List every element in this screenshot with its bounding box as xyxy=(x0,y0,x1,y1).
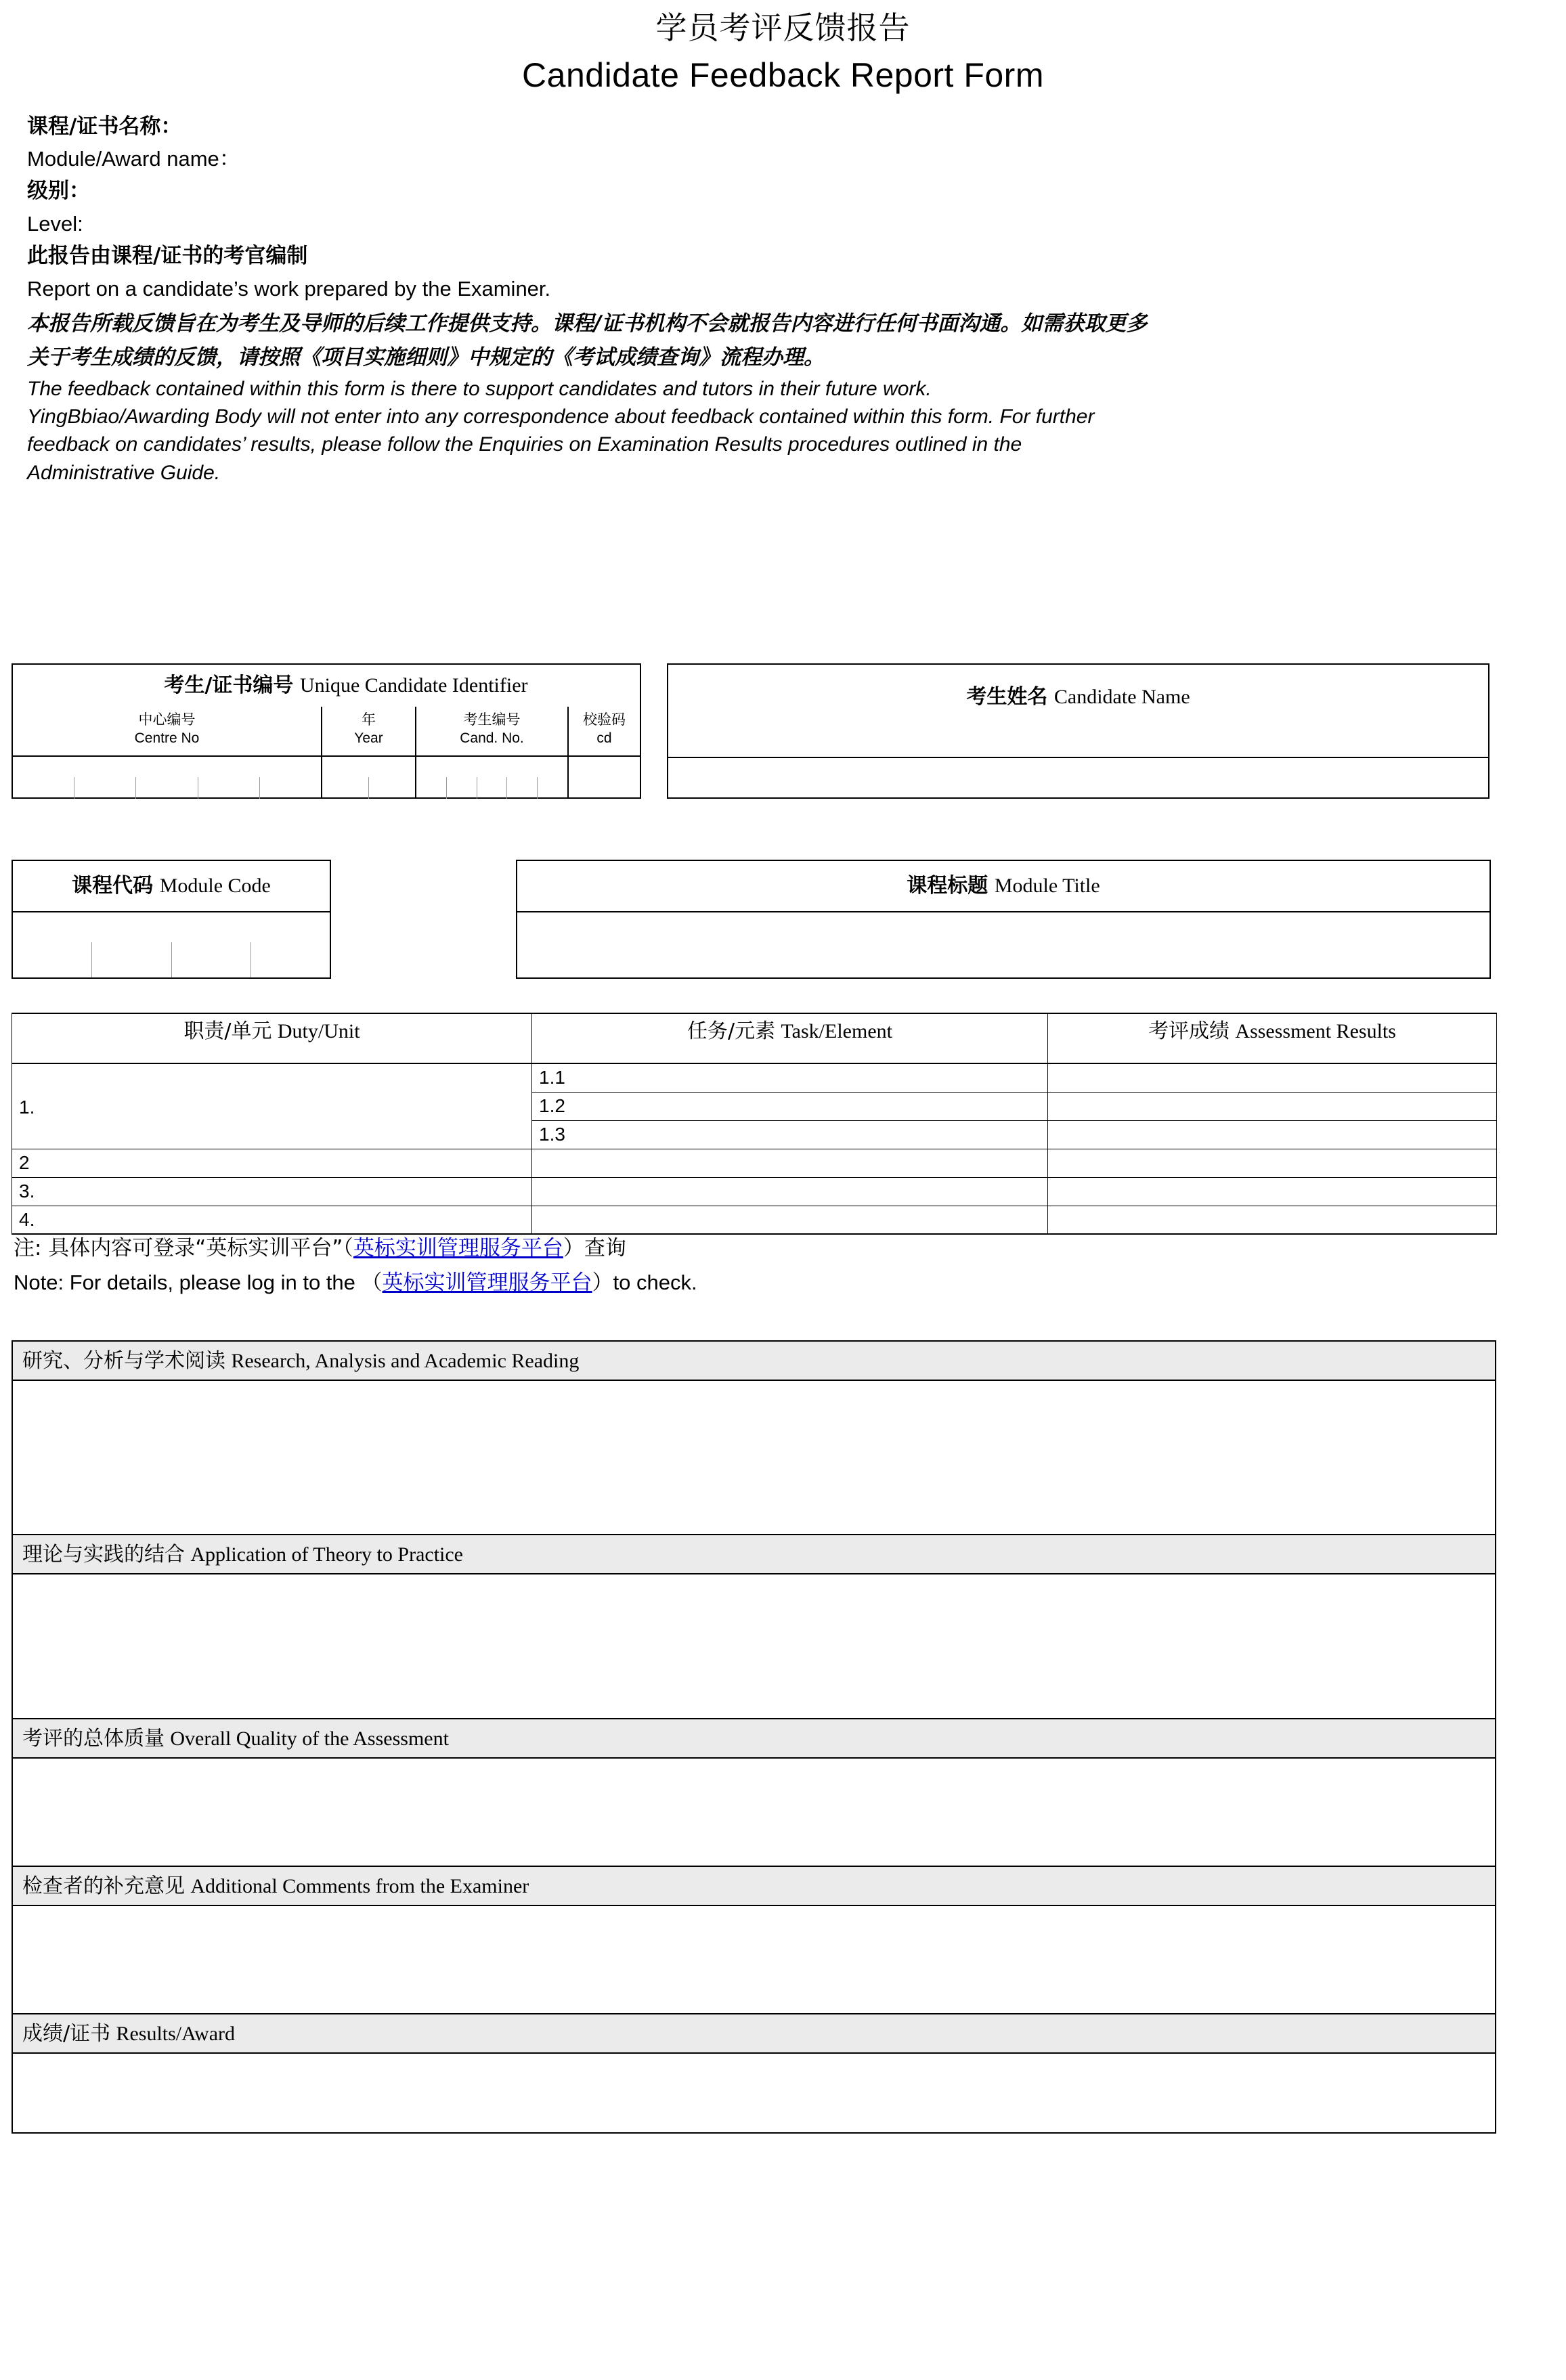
feedback-sections xyxy=(12,1340,1496,2134)
uci-col-year-cn: 年 xyxy=(362,711,376,728)
duty-task-assessment-table xyxy=(12,1013,1497,1235)
note-en-link[interactable]: 英标实训管理服务平台 xyxy=(382,1270,592,1294)
module-award-label-en: Module/Award name： xyxy=(27,147,240,171)
uci-cd-ticks xyxy=(569,777,640,799)
result-header-cn: 考评成绩 xyxy=(1148,1019,1230,1043)
task-cell-1-3-label: 1.3 xyxy=(539,1123,565,1145)
section-research-analysis-body[interactable] xyxy=(13,1381,1495,1534)
table-row xyxy=(12,1149,1497,1177)
note-line-en xyxy=(14,1268,1523,1298)
feedback-body-en-line2: YingBbiao/Awarding Body will not enter into any correspondence about feedback contained within this form. For further xyxy=(27,405,1095,428)
result-cell-1-1[interactable] xyxy=(1048,1063,1497,1092)
task-cell-1-2[interactable] xyxy=(532,1092,1048,1120)
duty-table-header-row xyxy=(12,1013,1497,1063)
section-research-analysis xyxy=(12,1340,1496,1534)
module-code-title-en: Module Code xyxy=(159,875,271,897)
module-code-input[interactable] xyxy=(13,911,330,977)
page-title-english: Candidate Feedback Report Form xyxy=(522,56,1044,94)
duty-cell-4-label: 4. xyxy=(19,1208,35,1230)
section-additional-comments-en: Additional Comments from the Examiner xyxy=(190,1875,529,1897)
module-title-title xyxy=(517,861,1489,911)
task-cell-1-3[interactable] xyxy=(532,1120,1048,1149)
section-research-analysis-cn: 研究、分析与学术阅读 xyxy=(22,1349,225,1373)
result-cell-1-2[interactable] xyxy=(1048,1092,1497,1120)
duty-table-header-duty xyxy=(12,1013,532,1063)
section-additional-comments-header xyxy=(13,1867,1495,1906)
prepared-by-cn: 此报告由课程/证书的考官编制 xyxy=(27,243,308,268)
feedback-body-en-line3: feedback on candidates’ results, please follow the Enquiries on Examination Results procedures outlined in the xyxy=(27,433,1022,456)
section-research-analysis-header xyxy=(13,1342,1495,1381)
section-additional-comments xyxy=(12,1866,1496,2013)
candidate-feedback-report-page xyxy=(0,11,1566,2380)
page-title-chinese: 学员考评反馈报告 xyxy=(655,9,911,46)
duty-table-header-task xyxy=(532,1013,1048,1063)
note-cn-before: 注: 具体内容可登录“英标实训平台”（ xyxy=(14,1236,353,1260)
table-row xyxy=(12,1063,1497,1092)
result-cell-1-3[interactable] xyxy=(1048,1120,1497,1149)
duty-cell-2[interactable] xyxy=(12,1149,532,1177)
module-award-label-cn: 课程/证书名称： xyxy=(27,114,182,139)
uci-col-centre-no xyxy=(13,707,321,755)
section-theory-practice-cn: 理论与实践的结合 xyxy=(22,1543,185,1566)
task-header-cn: 任务/元素 xyxy=(687,1019,776,1043)
uci-col-cd xyxy=(567,707,640,755)
prepared-by-en: Report on a candidate’s work prepared by the Examiner. xyxy=(27,276,551,301)
candidate-name-title-cn: 考生姓名 xyxy=(966,685,1048,709)
module-title-box xyxy=(516,860,1491,979)
level-label-en: Level: xyxy=(27,212,83,236)
result-cell-4[interactable] xyxy=(1048,1206,1497,1234)
uci-input-centre-no[interactable] xyxy=(13,757,321,799)
section-overall-quality-cn: 考评的总体质量 xyxy=(22,1727,165,1750)
duty-cell-4[interactable] xyxy=(12,1206,532,1234)
uci-year-ticks xyxy=(322,777,415,799)
uci-col-cand-no-en: Cand. No. xyxy=(460,730,524,747)
uci-cand-no-ticks xyxy=(416,777,567,799)
duty-cell-3[interactable] xyxy=(12,1177,532,1206)
uci-title-cn: 考生/证书编号 xyxy=(164,674,294,697)
note-en-after: ）to check. xyxy=(592,1270,697,1294)
task-cell-1-1[interactable] xyxy=(532,1063,1048,1092)
task-cell-2[interactable] xyxy=(532,1149,1048,1177)
note-block xyxy=(14,1233,1523,1302)
candidate-name-input[interactable] xyxy=(668,757,1488,797)
section-results-award xyxy=(12,2013,1496,2134)
uci-col-year-en: Year xyxy=(354,730,383,747)
module-code-ticks xyxy=(13,942,330,977)
intro-block xyxy=(27,113,1537,487)
uci-col-cand-no-cn: 考生编号 xyxy=(463,711,521,728)
duty-cell-1-label: 1. xyxy=(19,1097,35,1118)
module-code-title xyxy=(13,861,330,911)
uci-col-cd-en: cd xyxy=(596,730,612,747)
section-overall-quality-body[interactable] xyxy=(13,1759,1495,1866)
note-cn-after: ）查询 xyxy=(563,1236,626,1260)
section-overall-quality xyxy=(12,1718,1496,1866)
note-en-before: Note: For details, please log in to the （ xyxy=(14,1270,383,1294)
candidate-name-title-en: Candidate Name xyxy=(1053,686,1190,708)
uci-col-centre-no-en: Centre No xyxy=(134,730,200,747)
section-theory-practice-en: Application of Theory to Practice xyxy=(190,1543,463,1566)
section-additional-comments-body[interactable] xyxy=(13,1906,1495,2013)
duty-cell-3-label: 3. xyxy=(19,1180,35,1202)
uci-col-cand-no xyxy=(415,707,567,755)
task-cell-4[interactable] xyxy=(532,1206,1048,1234)
candidate-name-title xyxy=(668,665,1488,757)
uci-input-year[interactable] xyxy=(321,757,415,799)
module-title-input[interactable] xyxy=(517,911,1489,977)
level-label-cn: 级别： xyxy=(27,179,90,204)
result-cell-3[interactable] xyxy=(1048,1177,1497,1206)
candidate-name-box xyxy=(667,663,1489,799)
table-row xyxy=(12,1177,1497,1206)
task-cell-3[interactable] xyxy=(532,1177,1048,1206)
duty-header-en: Duty/Unit xyxy=(277,1020,360,1042)
duty-cell-2-label: 2 xyxy=(19,1151,30,1173)
section-results-award-body[interactable] xyxy=(13,2054,1495,2132)
module-code-title-cn: 课程代码 xyxy=(72,874,154,898)
uci-entry-row xyxy=(13,755,640,799)
table-row xyxy=(12,1206,1497,1234)
module-title-title-cn: 课程标题 xyxy=(907,874,988,898)
result-header-en: Assessment Results xyxy=(1235,1020,1396,1042)
duty-table-header-result xyxy=(1048,1013,1497,1063)
task-header-en: Task/Element xyxy=(781,1020,892,1042)
feedback-body-cn-line1: 本报告所载反馈旨在为考生及导师的后续工作提供支持。课程/证书机构不会就报告内容进行任何书面沟通。如需获取更多 xyxy=(27,311,1148,336)
module-title-title-en: Module Title xyxy=(994,875,1100,897)
section-research-analysis-en: Research, Analysis and Academic Reading xyxy=(231,1350,580,1372)
uci-col-centre-no-cn: 中心编号 xyxy=(138,711,196,728)
uci-col-year xyxy=(321,707,415,755)
uci-centre-no-ticks xyxy=(13,777,321,799)
section-overall-quality-header xyxy=(13,1719,1495,1759)
uci-input-cand-no[interactable] xyxy=(415,757,567,799)
section-theory-practice-header xyxy=(13,1535,1495,1574)
module-code-box xyxy=(12,860,331,979)
unique-candidate-identifier-box xyxy=(12,663,641,799)
section-additional-comments-cn: 检查者的补充意见 xyxy=(22,1874,185,1898)
uci-title xyxy=(13,665,640,707)
uci-col-cd-cn: 校验码 xyxy=(583,711,626,728)
feedback-body-en-line1: The feedback contained within this form is there to support candidates and tutors in their future work. xyxy=(27,377,932,400)
section-results-award-header xyxy=(13,2014,1495,2054)
note-cn-link[interactable]: 英标实训管理服务平台 xyxy=(353,1236,563,1260)
uci-column-headers xyxy=(13,707,640,755)
task-cell-1-2-label: 1.2 xyxy=(539,1095,565,1116)
result-cell-2[interactable] xyxy=(1048,1149,1497,1177)
feedback-body-en-line4: Administrative Guide. xyxy=(27,461,221,484)
section-results-award-en: Results/Award xyxy=(116,2023,236,2045)
feedback-body-cn-line2: 关于考生成绩的反馈，请按照《项目实施细则》中规定的《考试成绩查询》流程办理。 xyxy=(27,345,825,370)
duty-header-cn: 职责/单元 xyxy=(183,1019,272,1043)
uci-input-cd[interactable] xyxy=(567,757,640,799)
section-overall-quality-en: Overall Quality of the Assessment xyxy=(170,1727,449,1750)
section-theory-practice-body[interactable] xyxy=(13,1574,1495,1718)
section-theory-practice xyxy=(12,1534,1496,1718)
task-cell-1-1-label: 1.1 xyxy=(539,1067,565,1088)
uci-title-en: Unique Candidate Identifier xyxy=(299,674,528,697)
section-results-award-cn: 成绩/证书 xyxy=(22,2022,111,2046)
duty-cell-1[interactable] xyxy=(12,1063,532,1149)
note-line-cn xyxy=(14,1233,1523,1264)
